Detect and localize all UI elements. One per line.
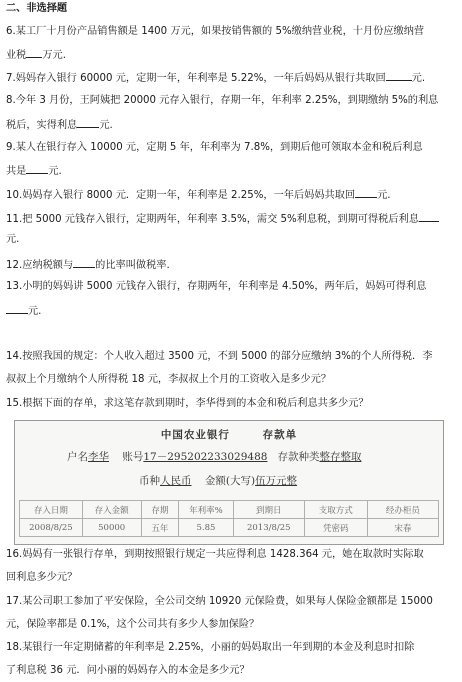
slip-amount-row (139, 473, 297, 488)
slip-header-cell: 支取方式 (304, 501, 367, 519)
slip-value-cell: 50000 (82, 519, 141, 537)
answer-blank (6, 303, 28, 314)
slip-amount: 伍万元整 (255, 475, 298, 487)
question-10-text-b: 元. (377, 190, 391, 201)
slip-type-label: 存款种类 (277, 451, 320, 463)
slip-table-header-row (20, 501, 439, 519)
question-9-text-a: 共是 (6, 166, 27, 177)
slip-amount-label: 金额(大写) (204, 475, 256, 487)
slip-account-label: 账号 (122, 451, 144, 463)
question-9-text-b: 元. (48, 166, 62, 177)
question-9-line-2 (6, 163, 62, 178)
answer-blank (386, 70, 412, 81)
question-12-text-a: 12.应纳税额与 (6, 260, 74, 271)
slip-value-cell: 宋春 (367, 519, 438, 537)
question-6-text-a: 业税 (6, 50, 27, 61)
question-13-line-2 (6, 303, 41, 318)
slip-account-row (67, 449, 361, 464)
slip-account: 17－295202233029488 (143, 451, 268, 463)
answer-blank (26, 47, 42, 58)
section-title: 二、非选择题 (6, 3, 68, 14)
answer-blank (73, 257, 95, 268)
question-6-text-b: 万元. (42, 50, 66, 61)
question-10 (6, 187, 391, 202)
question-7-text-b: 元. (411, 73, 426, 84)
slip-header-cell: 存入日期 (20, 501, 83, 519)
question-6-line-2 (6, 47, 66, 62)
question-12-text-b: 的比率叫做税率. (95, 260, 170, 271)
answer-blank (419, 211, 439, 222)
slip-currency: 人民币 (160, 475, 192, 487)
slip-value-cell: 2008/8/25 (20, 519, 83, 537)
slip-type: 整存整取 (319, 451, 362, 463)
question-10-text-a: 10.妈妈存入银行 8000 元．定期一年，年利率是 2.25%，一年后妈妈共取回 (6, 190, 356, 201)
question-14-line-2: 叔叔上个月缴纳个人所得税 18 元，李叔叔上个月的工资收入是多少元？ (6, 374, 332, 385)
question-11-line-2: 元. (6, 234, 20, 245)
question-7-text-a: 7.妈妈存入银行 60000 元，定期一年，年利率是 5.22%，一年后妈妈从银行共取回 (6, 73, 386, 84)
question-18-line-1: 18.某银行一年定期储蓄的年利率是 2.25%，小丽的妈妈取出一年到期的本金及利息时扣除 (6, 642, 415, 653)
question-14-line-1: 14.按照我国的规定：个人收入超过 3500 元，不到 5000 的部分应缴纳 3%的个人所得税．李 (6, 351, 433, 362)
answer-blank (26, 163, 48, 174)
slip-value-cell: 5.85 (179, 519, 233, 537)
answer-blank (77, 117, 99, 128)
slip-value-cell: 凭密码 (304, 519, 367, 537)
slip-value-cell: 五年 (141, 519, 179, 537)
question-11-text-a: 11.把 5000 元钱存入银行，定期两年，年利率 3.5%，需交 5%利息税，到期可得税后利息 (6, 214, 419, 225)
slip-bank-name: 中国农业银行 (160, 429, 230, 441)
question-8-text-a: 税后，实得利息 (6, 120, 78, 131)
deposit-slip (14, 420, 444, 545)
question-17-line-1: 17.某公司职工参加了平安保险，全公司交纳 10920 元保险费，如果每人保险金额都是 15000 (6, 596, 433, 607)
question-17-line-2: 元，保险率都是 0.1%，这个公司共有多少人参加保险？ (6, 619, 260, 630)
slip-doc-title: 存款单 (262, 429, 298, 441)
question-13-line-1: 13.小明的妈妈讲 5000 元钱存入银行，存期两年，年利率是 4.50%，两年后，妈妈可得利息 (6, 281, 427, 292)
question-15-line-1: 15.根据下面的存单，求这笔存款到期时，李华得到的本金和税后利息共多少元？ (6, 398, 369, 409)
slip-header-cell: 到期日 (233, 501, 304, 519)
slip-header-cell: 经办柜员 (367, 501, 438, 519)
answer-blank (355, 187, 377, 198)
question-7 (6, 70, 425, 85)
slip-currency-label: 币种 (139, 475, 160, 487)
question-16-line-1: 16.妈妈有一张银行存单，到期按照银行规定一共应得利息 1428.364 元，她在取款时实际取 (6, 549, 424, 560)
slip-header-cell: 存期 (141, 501, 179, 519)
question-8-line-1: 8.今年 3 月份，王阿姨把 20000 元存入银行，存期一年，年利率 2.25%，到期缴纳 5%的利息 (6, 95, 439, 106)
slip-table (19, 500, 439, 537)
question-12 (6, 257, 170, 272)
slip-value-cell: 2013/8/25 (233, 519, 304, 537)
slip-header-cell: 存入金额 (82, 501, 141, 519)
question-11-line-1 (6, 211, 439, 226)
question-16-line-2: 回利息多少元？ (6, 572, 78, 583)
question-9-line-1: 9.某人在银行存入 10000 元，定期 5 年，年利率为 7.8%，到期后他可领取本金和税后利息 (6, 142, 423, 153)
question-8-text-b: 元. (99, 120, 113, 131)
slip-name-label: 户名 (67, 451, 88, 463)
question-8-line-2 (6, 117, 113, 132)
slip-header-cell: 年利率% (179, 501, 233, 519)
question-6-line-1: 6.某工厂十月份产品销售额是 1400 万元，如果按销售额的 5%缴纳营业税，十月份应缴纳营 (6, 26, 425, 37)
slip-name: 李华 (88, 451, 109, 463)
question-13-text-b: 元. (28, 306, 42, 317)
slip-table-value-row (20, 519, 439, 537)
question-18-line-2: 了利息税 36 元．问小丽的妈妈存入的本金是多少元？ (6, 665, 250, 676)
slip-header (15, 427, 443, 442)
